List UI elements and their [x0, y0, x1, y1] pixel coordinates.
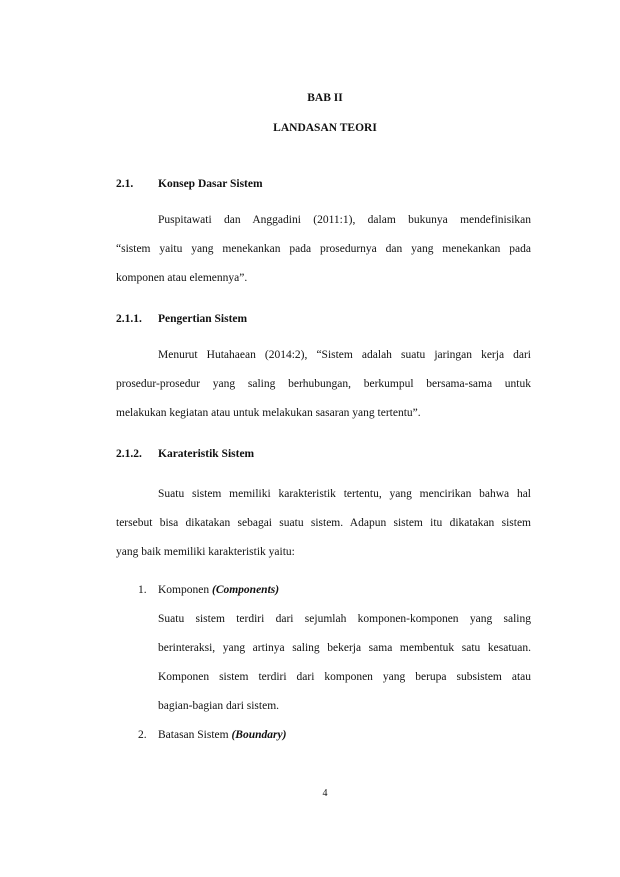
section-number: 2.1.1. [116, 313, 142, 325]
paragraph-line: yang baik memiliki karakteristik yaitu: [116, 546, 295, 558]
paragraph-line: Suatu sistem memiliki karakteristik tertentu, yang mencirikan bahwa hal [158, 488, 531, 500]
paragraph-1 [116, 206, 531, 293]
list-label-text: Komponen [158, 584, 212, 596]
paragraph-line: bagian-bagian dari sistem. [158, 700, 280, 712]
section-title: Karateristik Sistem [158, 448, 255, 460]
paragraph-line: prosedur-prosedur yang saling berhubungan, berkumpul bersama-sama untuk [116, 378, 531, 390]
paragraph-line: Suatu sistem terdiri dari sejumlah komponen-komponen yang saling [158, 613, 531, 625]
paragraph-2 [116, 341, 531, 428]
list-number: 1. [138, 584, 147, 596]
list-label [158, 729, 286, 741]
list-label-italic: (Components) [211, 584, 280, 596]
section-title: Konsep Dasar Sistem [158, 178, 263, 190]
paragraph-line: Puspitawati dan Anggadini (2011:1), dalam bukunya mendefinisikan [158, 214, 531, 226]
paragraph-line: Menurut Hutahaean (2014:2), “Sistem adalah suatu jaringan kerja dari [158, 349, 531, 361]
paragraph-line: melakukan kegiatan atau untuk melakukan sasaran yang tertentu”. [116, 407, 421, 419]
chapter-label: BAB II [307, 92, 343, 104]
paragraph-line: Komponen sistem terdiri dari komponen yang berupa subsistem atau [158, 671, 531, 683]
section-number: 2.1.2. [116, 448, 142, 460]
paragraph-line: “sistem yaitu yang menekankan pada prosedurnya dan yang menekankan pada [116, 243, 531, 255]
list-label-text: Batasan Sistem [158, 729, 232, 741]
paragraph-line: komponen atau elemennya”. [116, 272, 248, 284]
list-label-italic: (Boundary) [231, 729, 287, 741]
list-label [158, 584, 279, 596]
paragraph-line: tersebut bisa dikatakan sebagai suatu sistem. Adapun sistem itu dikatakan sistem [116, 517, 531, 529]
chapter-title: LANDASAN TEORI [273, 122, 377, 134]
list-item-1-description [158, 605, 531, 721]
section-title: Pengertian Sistem [158, 313, 248, 325]
page-number: 4 [322, 788, 328, 799]
paragraph-3 [116, 480, 531, 567]
list-number: 2. [138, 729, 147, 741]
paragraph-line: berinteraksi, yang artinya saling bekerja sama membentuk satu kesatuan. [158, 642, 531, 654]
section-number: 2.1. [116, 178, 134, 190]
